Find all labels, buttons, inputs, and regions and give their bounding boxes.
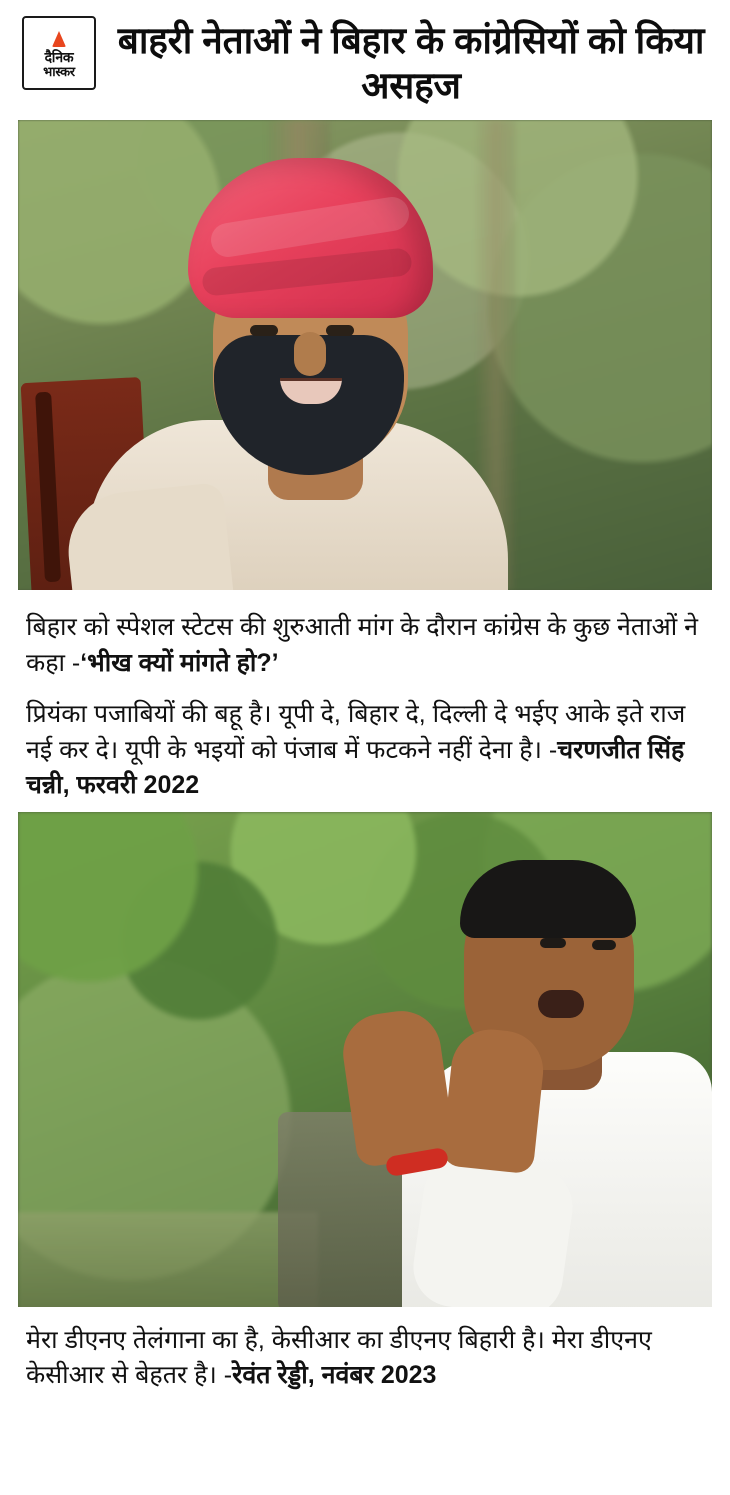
- paragraph-1: [26, 610, 708, 681]
- brand-logo: [22, 16, 96, 90]
- person-eye-left: [540, 938, 566, 948]
- caption-attribution: रेवंत रेड्डी, नवंबर 2023: [232, 1361, 437, 1390]
- person-hand-right: [441, 1025, 547, 1174]
- paragraph-1-prefix: बिहार को स्पेशल स्टेटस की शुरुआती मांग के दौरान कांग्रेस के कुछ नेताओं ने कहा -: [26, 613, 698, 677]
- person-eye-left: [250, 325, 278, 336]
- person-sleeve: [408, 1152, 577, 1307]
- person-eye-right: [592, 940, 616, 950]
- table-foreground: [18, 1212, 318, 1307]
- paragraph-2-attribution: चरणजीत सिंह चन्नी, फरवरी 2022: [26, 735, 685, 800]
- photo-revanth: [18, 812, 712, 1307]
- person-hair: [460, 860, 636, 938]
- brand-logo-line2: भास्कर: [43, 64, 75, 80]
- person-mouth: [538, 990, 584, 1018]
- body-text: [0, 590, 730, 804]
- paragraph-2-text: प्रियंका पजाबियों की बहू है। यूपी दे, बिहार दे, दिल्ली दे भईए आके इते राज नई कर दे। यूपी के भइयों को पंजाब में फटकने नहीं देना है। -: [26, 700, 686, 764]
- caption-text: [0, 1307, 730, 1394]
- paragraph-1-quote: ‘भीख क्यों मांगते हो?’: [80, 648, 279, 677]
- card-header: [0, 0, 730, 114]
- person-eye-right: [326, 325, 354, 336]
- person-nose: [294, 332, 326, 376]
- flame-icon: [52, 31, 66, 47]
- headline: बाहरी नेताओं ने बिहार के कांग्रेसियों को किया असहज: [117, 20, 705, 107]
- paragraph-2: [26, 697, 708, 804]
- photo-channi: [18, 120, 712, 590]
- caption-body: मेरा डीएनए तेलंगाना का है, केसीआर का डीएनए बिहारी है। मेरा डीएनए केसीआर से बेहतर है। -: [26, 1325, 652, 1390]
- brand-logo-line1: दैनिक: [44, 49, 74, 66]
